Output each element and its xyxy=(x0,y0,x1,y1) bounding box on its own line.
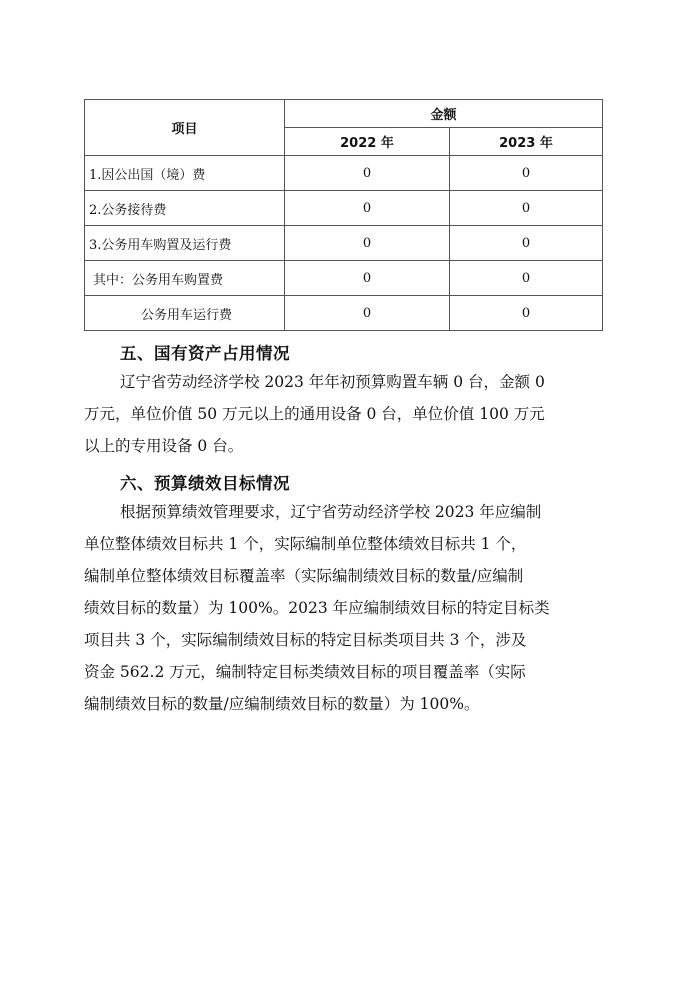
table-row xyxy=(85,191,603,226)
row-value-2023: 0 xyxy=(450,226,603,261)
row-item-label: 2.公务接待费 xyxy=(85,191,285,226)
row-item-label: 其中：公务用车购置费 xyxy=(85,261,285,296)
header-year-2023: 2023 年 xyxy=(450,128,603,156)
paragraph-line: 辽宁省劳动经济学校 2023 年年初预算购置车辆 0 台，金额 0 xyxy=(120,373,545,391)
paragraph-line: 编制绩效目标的数量/应编制绩效目标的数量）为 100%。 xyxy=(84,695,480,713)
row-value-2022: 0 xyxy=(285,296,450,331)
row-value-2023: 0 xyxy=(450,156,603,191)
paragraph-line: 单位整体绩效目标共 1 个，实际编制单位整体绩效目标共 1 个， xyxy=(84,535,527,553)
paragraph-line: 万元，单位价值 50 万元以上的通用设备 0 台，单位价值 100 万元 xyxy=(84,405,545,423)
table-row xyxy=(85,296,603,331)
paragraph-line: 资金 562.2 万元，编制特定目标类绩效目标的项目覆盖率（实际 xyxy=(84,663,526,681)
header-amount: 金额 xyxy=(285,100,603,128)
section-heading-assets: 五、国有资产占用情况 xyxy=(120,344,290,363)
row-value-2022: 0 xyxy=(285,261,450,296)
paragraph-line: 根据预算绩效管理要求，辽宁省劳动经济学校 2023 年应编制 xyxy=(120,503,542,521)
row-item-label: 1.因公出国（境）费 xyxy=(85,156,285,191)
expense-table xyxy=(84,99,603,331)
paragraph-performance xyxy=(84,496,636,720)
paragraph-line: 以上的专用设备 0 台。 xyxy=(84,437,244,455)
paragraph-line: 项目共 3 个，实际编制绩效目标的特定目标类项目共 3 个，涉及 xyxy=(84,631,527,649)
paragraph-line: 编制单位整体绩效目标覆盖率（实际编制绩效目标的数量/应编制 xyxy=(84,567,524,585)
table-row xyxy=(85,261,603,296)
row-value-2022: 0 xyxy=(285,156,450,191)
header-year-2022: 2022 年 xyxy=(285,128,450,156)
row-value-2023: 0 xyxy=(450,191,603,226)
row-value-2022: 0 xyxy=(285,191,450,226)
paragraph-assets xyxy=(84,366,636,462)
row-value-2022: 0 xyxy=(285,226,450,261)
row-item-label: 公务用车运行费 xyxy=(85,296,285,331)
table-row xyxy=(85,156,603,191)
row-item-label: 3.公务用车购置及运行费 xyxy=(85,226,285,261)
row-value-2023: 0 xyxy=(450,296,603,331)
table-row xyxy=(85,226,603,261)
header-item: 项目 xyxy=(85,100,285,156)
paragraph-line: 绩效目标的数量）为 100%。2023 年应编制绩效目标的特定目标类 xyxy=(84,599,550,617)
row-value-2023: 0 xyxy=(450,261,603,296)
section-heading-performance: 六、预算绩效目标情况 xyxy=(120,474,290,493)
